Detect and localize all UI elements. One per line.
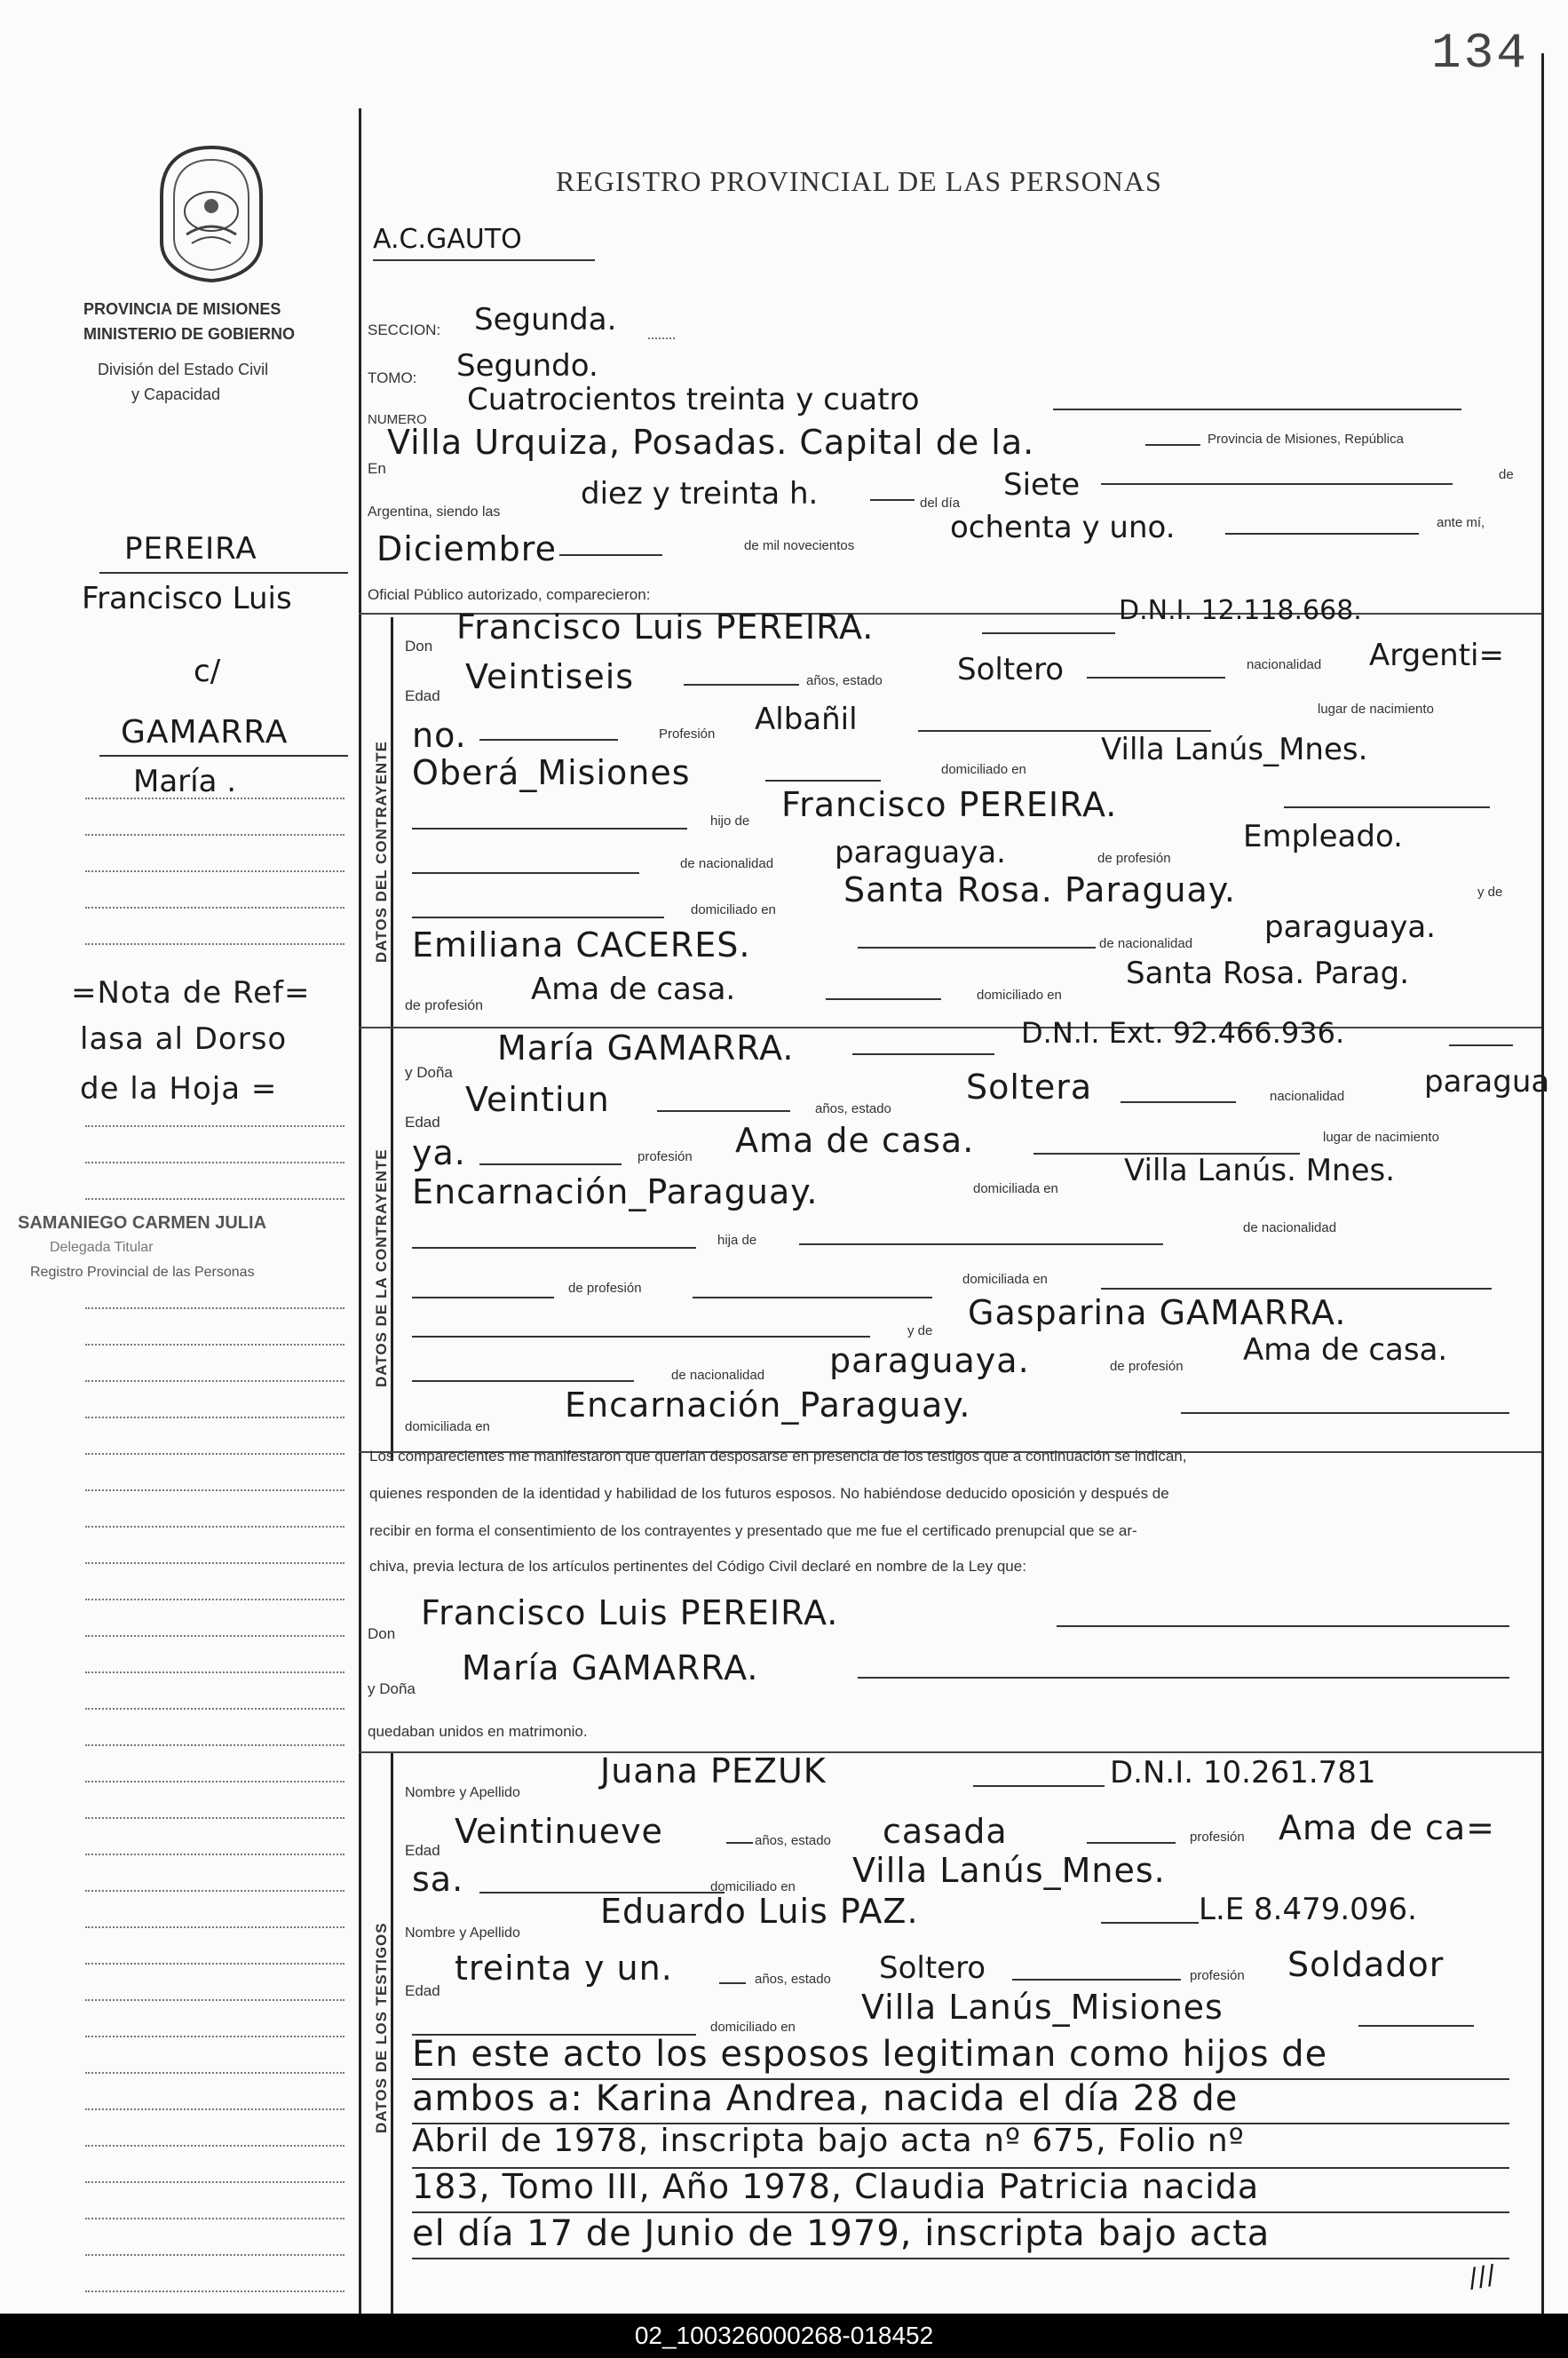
lugar-value: Villa Urquiza, Posadas. Capital de la. <box>387 423 1035 462</box>
witness2-name-line <box>1101 1922 1199 1924</box>
section-rule-witnesses <box>359 1751 1541 1753</box>
margin-dotted-line <box>85 2036 344 2037</box>
margin-dotted-line <box>85 1744 344 1746</box>
w2-profesion-label: profesión <box>1190 1968 1245 1983</box>
witness1-status: casada <box>883 1812 1008 1851</box>
margin-bride-surname: GAMARRA <box>121 714 289 750</box>
bmother-dom-label: domiciliada en <box>405 1419 490 1434</box>
bmother-nat-label: de nacionalidad <box>671 1368 765 1383</box>
edad-label: Edad <box>405 687 440 704</box>
witness2-status-line <box>1012 1979 1181 1981</box>
margin-dotted-line <box>85 1125 344 1127</box>
margin-dotted-line <box>85 1562 344 1564</box>
w2-dom-label: domiciliado en <box>710 2020 796 2035</box>
observation-underline-3 <box>412 2167 1509 2169</box>
mother-domicile: Santa Rosa. Parag. <box>1126 956 1410 991</box>
y-de-label: y de <box>1477 885 1503 900</box>
margin-dotted-line <box>85 834 344 836</box>
witness1-profession-2: sa. <box>412 1860 464 1899</box>
bride-section-label: DATOS DE LA CONTRAYENTE <box>373 1148 390 1387</box>
division-label-1: División del Estado Civil <box>98 361 269 378</box>
hora-value: diez y treinta h. <box>581 476 819 512</box>
quedaban-label: quedaban unidos en matrimonio. <box>368 1723 588 1740</box>
margin-bride-underline <box>99 755 348 757</box>
father-dom-blank <box>412 917 664 918</box>
division-label-2: y Capacidad <box>131 385 221 403</box>
province-label: PROVINCIA DE MISIONES <box>83 300 281 318</box>
declared-bride: María GAMARRA. <box>462 1648 759 1687</box>
margin-note-line-2: lasa al Dorso <box>80 1021 288 1057</box>
observation-line-4: 183, Tomo III, Año 1978, Claudia Patricia nacida <box>412 2167 1260 2206</box>
nacionalidad-label: nacionalidad <box>1247 657 1322 672</box>
lugar-line <box>1145 444 1200 446</box>
margin-dotted-line <box>85 1453 344 1455</box>
margin-dotted-line <box>85 1854 344 1855</box>
de-mil-label: de mil novecientos <box>744 538 855 553</box>
w2-edad-label: Edad <box>405 1982 440 1999</box>
mother-nationality: paraguaya. <box>1264 909 1436 945</box>
margin-divider <box>359 108 361 2314</box>
margin-dotted-line <box>85 1635 344 1637</box>
margin-dotted-line <box>85 1781 344 1782</box>
groom-status-line <box>1087 677 1225 679</box>
margin-dotted-line <box>85 2218 344 2219</box>
bmother-domicile: Encarnación_Paraguay. <box>565 1385 971 1425</box>
father-profession: Empleado. <box>1243 819 1403 854</box>
w1-profesion-label: profesión <box>1190 1830 1245 1845</box>
bride-anos-label: años, estado <box>815 1101 891 1116</box>
margin-dotted-line <box>85 1489 344 1491</box>
witnesses-section-label: DATOS DE LOS TESTIGOS <box>373 1922 390 2133</box>
numero-label: NUMERO <box>368 412 427 427</box>
bride-father-dom-label: domiciliada en <box>962 1272 1048 1287</box>
witness2-age-line <box>719 1982 746 1984</box>
groom-mother: Emiliana CACERES. <box>412 925 751 965</box>
bride-birthplace: Encarnación_Paraguay. <box>412 1172 819 1211</box>
witness2-age: treinta y un. <box>455 1949 673 1988</box>
margin-dotted-line <box>85 1999 344 2001</box>
bride-father-nat-label: de nacionalidad <box>1243 1220 1337 1235</box>
witness2-dom-line <box>1358 2025 1474 2027</box>
section-divider-witnesses <box>391 1751 393 2314</box>
bride-nationality-2: ya. <box>412 1133 466 1172</box>
corner-mark: /// <box>1466 2259 1499 2295</box>
bride-dni-line <box>1449 1044 1513 1046</box>
tomo-label: TOMO: <box>368 369 417 386</box>
father-domicile: Santa Rosa. Paraguay. <box>843 870 1236 909</box>
bride-mother-blank <box>412 1336 870 1338</box>
groom-name: Francisco Luis PEREIRA. <box>456 607 875 647</box>
mother-nat-label: de nacionalidad <box>1099 936 1193 951</box>
groom-nationality-1: Argenti= <box>1369 638 1504 673</box>
hija-de-label: hija de <box>717 1233 757 1248</box>
numero-line <box>1053 409 1461 410</box>
declaration-paragraph-line-3: recibir en forma el consentimiento de los contrayentes y presentado que me fue el certificado prenupcial que se ar- <box>369 1522 1137 1539</box>
margin-dotted-line <box>85 1417 344 1418</box>
acta-reference: A.C.GAUTO <box>373 224 522 255</box>
witness1-age: Veintinueve <box>455 1812 663 1851</box>
witness2-name: Eduardo Luis PAZ. <box>600 1892 919 1931</box>
margin-dotted-line <box>85 2291 344 2292</box>
declared-groom: Francisco Luis PEREIRA. <box>421 1593 839 1632</box>
observation-line-5: el día 17 de Junio de 1979, inscripta bajo acta <box>412 2213 1271 2254</box>
footer-id: 02_100326000268-018452 <box>634 2322 934 2349</box>
provincia-suffix: Provincia de Misiones, República <box>1208 432 1404 447</box>
mother-dom-label: domiciliado en <box>977 988 1062 1003</box>
w2-nombre-label: Nombre y Apellido <box>405 1925 520 1941</box>
document-title: REGISTRO PROVINCIAL DE LAS PERSONAS <box>556 165 1162 197</box>
bride-mother: Gasparina GAMARRA. <box>968 1293 1347 1332</box>
groom-father: Francisco PEREIRA. <box>781 785 1118 824</box>
margin-dotted-line <box>85 1817 344 1819</box>
argentina-label: Argentina, siendo las <box>368 504 501 520</box>
groom-age: Veintiseis <box>465 657 635 696</box>
groom-mother-line <box>858 947 1096 949</box>
domiciliado-label: domiciliado en <box>941 762 1026 777</box>
margin-groom-underline <box>99 572 348 574</box>
margin-dotted-line <box>85 798 344 799</box>
en-label: En <box>368 460 386 477</box>
margin-dotted-line <box>85 2254 344 2256</box>
bride-edad-label: Edad <box>405 1114 440 1131</box>
margin-groom-names: Francisco Luis <box>82 581 292 616</box>
groom-profession: Albañil <box>755 702 858 737</box>
declaration-paragraph-line-4: chiva, previa lectura de los artículos pertinentes del Código Civil declaré en nombre de la Ley que: <box>369 1558 1026 1575</box>
bride-name: María GAMARRA. <box>497 1028 795 1068</box>
de-nacionalidad-label: de nacionalidad <box>680 856 774 871</box>
bride-nat-label: nacionalidad <box>1270 1089 1345 1104</box>
hija-blank-line <box>412 1247 696 1249</box>
oficial-label: Oficial Público autorizado, comparecieron: <box>368 586 651 603</box>
witness1-dni: D.N.I. 10.261.781 <box>1110 1755 1376 1790</box>
bride-father-prof-blank <box>412 1297 554 1298</box>
margin-groom-surname: PEREIRA <box>124 531 257 567</box>
acta-underline <box>373 259 595 261</box>
groom-birthplace: Oberá_Misiones <box>412 753 691 792</box>
w1-edad-label: Edad <box>405 1842 440 1859</box>
hora-line <box>870 499 915 501</box>
bride-status: Soltera <box>966 1068 1093 1107</box>
mother-prof-line <box>826 998 941 1000</box>
bride-name-line <box>852 1053 994 1055</box>
section-divider <box>391 617 393 1461</box>
declaration-paragraph-line-2: quienes responden de la identidad y habilidad de los futuros esposos. No habiéndose deducido oposición y después de <box>369 1485 1169 1502</box>
bride-nationality-1: paragua <box>1424 1064 1550 1100</box>
groom-nationality-2: no. <box>412 716 467 755</box>
bride-father-prof-line <box>693 1297 932 1298</box>
del-dia-label: del día <box>920 496 961 511</box>
margin-dotted-line <box>85 2181 344 2183</box>
de-profesion-label: de profesión <box>1097 851 1171 866</box>
mes-value: Diciembre <box>376 529 557 568</box>
stamp-organization: Registro Provincial de las Personas <box>30 1265 255 1280</box>
groom-age-line <box>684 684 799 686</box>
margin-dotted-line <box>85 1963 344 1965</box>
stamp-name: SAMANIEGO CARMEN JULIA <box>18 1213 267 1233</box>
bride-father-line <box>799 1243 1163 1245</box>
bride-status-line <box>1121 1101 1236 1103</box>
margin-dotted-line <box>85 1307 344 1309</box>
page-number: 134 <box>1431 25 1529 82</box>
observation-underline-5 <box>412 2258 1509 2259</box>
bmother-nat-blank <box>412 1380 634 1382</box>
margin-dotted-line <box>85 870 344 872</box>
witness1-name: Juana PEZUK <box>600 1751 827 1790</box>
bride-lugar-label: lugar de nacimiento <box>1323 1130 1439 1145</box>
mother-prof-label: de profesión <box>405 998 484 1013</box>
bride-father-dom-line <box>1101 1288 1492 1290</box>
groom-name-line <box>982 632 1115 634</box>
declared-groom-line <box>1057 1625 1509 1627</box>
bmother-prof-label: de profesión <box>1110 1359 1184 1374</box>
tomo-value: Segundo. <box>456 348 598 384</box>
de-label: de <box>1499 467 1514 482</box>
margin-dotted-line <box>85 1162 344 1163</box>
margin-dotted-line <box>85 1380 344 1382</box>
margin-dotted-line <box>85 1708 344 1710</box>
groom-section-label: DATOS DEL CONTRAYENTE <box>373 741 390 963</box>
margin-note-line-1: =Nota de Ref= <box>71 975 311 1011</box>
margin-dotted-line <box>85 1926 344 1928</box>
mes-line <box>559 554 662 556</box>
groom-domicile: Villa Lanús_Mnes. <box>1101 732 1368 767</box>
numero-value: Cuatrocientos treinta y cuatro <box>467 382 920 417</box>
witness1-age-line <box>726 1842 753 1844</box>
observation-underline-4 <box>412 2211 1509 2213</box>
bride-domicile: Villa Lanús. Mnes. <box>1124 1153 1396 1188</box>
right-border <box>1541 53 1544 2314</box>
y-dona-label: y Doña <box>405 1064 453 1081</box>
lugar-nac-label: lugar de nacimiento <box>1318 702 1434 717</box>
seccion-label: SECCION: <box>368 322 441 338</box>
w1-anos-label: años, estado <box>755 1833 831 1848</box>
w2-anos-label: años, estado <box>755 1972 831 1987</box>
profesion-label: Profesión <box>659 726 716 742</box>
witness2-profession: Soldador <box>1287 1945 1445 1984</box>
bmother-profession: Ama de casa. <box>1243 1332 1448 1368</box>
footer-id-bar <box>0 2314 1568 2358</box>
ministry-label: MINISTERIO DE GOBIERNO <box>83 325 296 343</box>
groom-nat-line <box>479 739 618 741</box>
margin-bride-names: María . <box>133 764 237 799</box>
groom-dni: D.N.I. 12.118.668. <box>1119 595 1362 626</box>
margin-dotted-line <box>85 1344 344 1346</box>
observation-line-1: En este acto los esposos legitiman como hijos de <box>412 2034 1328 2075</box>
witness2-domicile: Villa Lanús_Misiones <box>861 1988 1224 2027</box>
margin-dotted-line <box>85 907 344 909</box>
margin-dotted-line <box>85 943 344 945</box>
margin-dotted-line <box>85 1599 344 1600</box>
hijo-de-label: hijo de <box>710 814 750 829</box>
margin-note-line-3: de la Hoja = <box>80 1071 278 1107</box>
margin-dotted-line <box>85 2072 344 2074</box>
bride-profession: Ama de casa. <box>735 1121 975 1160</box>
bride-y-de-label: y de <box>907 1323 933 1338</box>
witness1-status-line <box>1087 1842 1176 1844</box>
bride-age: Veintiun <box>465 1080 610 1119</box>
anio-value: ochenta y uno. <box>950 510 1176 545</box>
w1-dom-label: domiciliado en <box>710 1879 796 1894</box>
bride-profesion-label: profesión <box>637 1149 693 1164</box>
bride-dni: D.N.I. Ext. 92.466.936. <box>1021 1016 1345 1050</box>
margin-connector: c/ <box>194 654 221 689</box>
stamp-role: Delegada Titular <box>50 1240 154 1255</box>
mother-profession: Ama de casa. <box>531 972 736 1007</box>
margin-dotted-line <box>85 1526 344 1528</box>
margin-dotted-line <box>85 1671 344 1673</box>
bride-father-prof-label: de profesión <box>568 1281 642 1296</box>
declaration-paragraph-line-1: Los comparecientes me manifestaron que querían desposarse en presencia de los testigos que a continuación se indican, <box>369 1448 1187 1465</box>
observation-underline-2 <box>412 2123 1509 2124</box>
province-seal <box>151 142 272 284</box>
bmother-dom-line <box>1181 1412 1509 1414</box>
bmother-nationality: paraguaya. <box>829 1341 1030 1380</box>
bride-age-line <box>657 1110 790 1112</box>
decl-dona-label: y Doña <box>368 1680 416 1697</box>
dia-value: Siete <box>1003 467 1081 503</box>
bride-nat-line <box>479 1163 622 1165</box>
father-nationality: paraguaya. <box>835 835 1006 870</box>
witness1-domicile: Villa Lanús_Mnes. <box>852 1851 1166 1890</box>
seccion-dots <box>648 337 675 339</box>
observation-line-2: ambos a: Karina Andrea, nacida el día 28 de <box>412 2078 1239 2119</box>
witness1-name-line <box>973 1785 1105 1787</box>
groom-father-line <box>1284 806 1490 808</box>
margin-dotted-line <box>85 2145 344 2147</box>
witness2-dni: L.E 8.479.096. <box>1199 1892 1417 1927</box>
hijo-blank-line <box>412 828 687 830</box>
anio-line <box>1225 533 1419 535</box>
margin-dotted-line <box>85 1198 344 1200</box>
don-label: Don <box>405 638 433 655</box>
margin-dotted-line <box>85 1890 344 1892</box>
observation-underline-1 <box>412 2078 1509 2080</box>
w1-nombre-label: Nombre y Apellido <box>405 1785 520 1800</box>
margin-dotted-line <box>85 2108 344 2110</box>
domiciliado-en-2-label: domiciliado en <box>691 902 776 917</box>
witness1-profession-1: Ama de ca= <box>1279 1808 1495 1847</box>
groom-birth-line <box>765 780 881 782</box>
ante-mi-label: ante mí, <box>1437 515 1485 530</box>
seccion-value: Segunda. <box>474 302 617 337</box>
father-nat-blank <box>412 872 639 874</box>
bride-dom-label: domiciliada en <box>973 1181 1058 1196</box>
groom-status: Soltero <box>957 652 1065 687</box>
observation-line-3: Abril de 1978, inscripta bajo acta nº 675, Folio nº <box>412 2123 1245 2159</box>
anos-estado-label: años, estado <box>806 673 883 688</box>
declared-bride-line <box>858 1677 1509 1679</box>
witness2-status: Soltero <box>879 1950 986 1986</box>
dia-line <box>1101 483 1453 485</box>
decl-don-label: Don <box>368 1625 396 1642</box>
